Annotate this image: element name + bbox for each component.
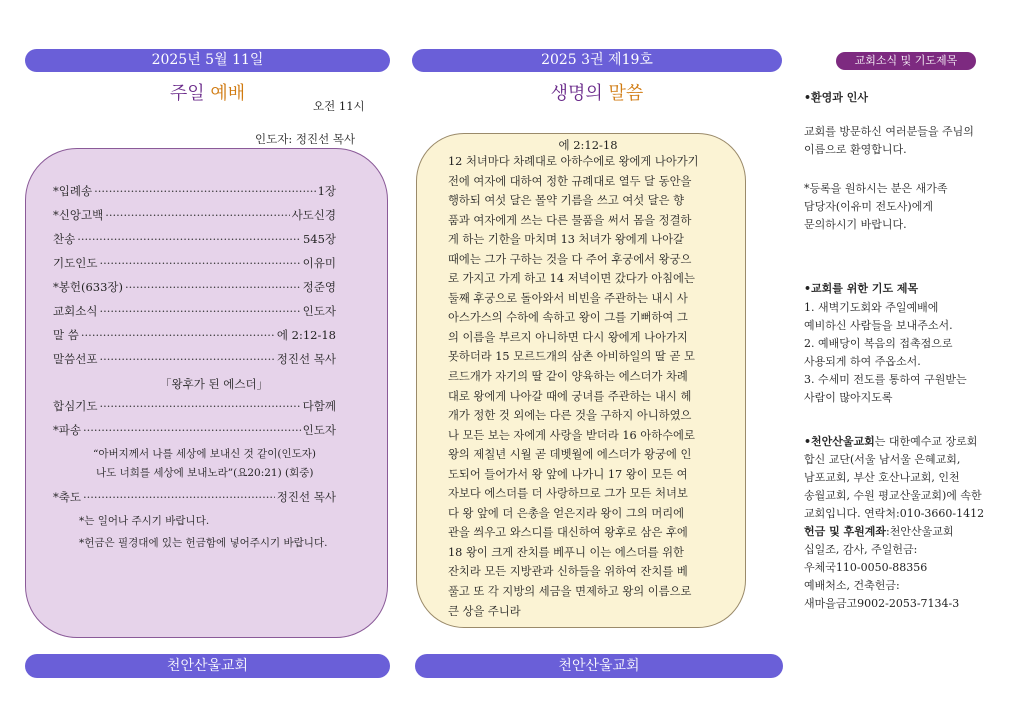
word-title [412, 79, 782, 105]
church-info-line: 교회입니다. 연락처:010-3660-1412 [804, 507, 985, 520]
scripture-line: 대로 왕에게 나아갈 때에 궁녀를 주관하는 내시 헤 [448, 389, 692, 403]
church-info-line: 송월교회, 수원 평교산울교회)에 속한 [804, 489, 982, 502]
order-value: 1장 [317, 184, 336, 198]
scripture-line: 나 모든 보는 자에게 사랑을 받더라 16 아하수에로 [448, 428, 695, 442]
order-row [53, 327, 336, 343]
scripture-line: 의 이름을 부르지 아니하면 다시 왕에게 나아가지 [448, 330, 688, 344]
church-info-lines [804, 451, 1014, 523]
prayer-line: 2. 예배당이 복음의 접촉점으로 [804, 337, 953, 350]
offering-line: 예배처소, 건축헌금: [804, 579, 900, 592]
offering-heading: 헌금 및 후원계좌 [804, 525, 887, 538]
leader-dots [99, 351, 274, 367]
scripture-line: 아스가스의 수하에 속하고 왕이 그를 기뻐하여 그 [448, 311, 688, 325]
leader-dots [94, 183, 315, 199]
benediction-row [53, 489, 336, 505]
scripture-line: 큰 상을 주니라 [448, 604, 521, 618]
sermon-title: 「왕후가 된 에스더」 [160, 377, 269, 391]
leader-dots [99, 303, 300, 319]
order-value: 인도자 [302, 423, 336, 437]
order-row [53, 255, 336, 271]
welcome-line: 이름으로 환영합니다. [804, 143, 907, 156]
scripture-line: 도되어 들어가서 왕 앞에 나가니 17 왕이 모든 여 [448, 467, 688, 481]
word-title-part1: 생명의 [550, 83, 609, 104]
scripture-line: 로 가지고 가게 하고 14 저녁이면 갔다가 아침에는 [448, 272, 695, 286]
order-value: 이유미 [302, 256, 336, 270]
order-label: 찬송 [53, 232, 76, 246]
offering-line: 새마을금고9002-2053-7134-3 [804, 597, 960, 610]
leader-dots [125, 279, 301, 295]
service-leader: 인도자: 정진선 목사 [255, 132, 356, 146]
order-label: 기도인도 [53, 256, 98, 270]
welcome-text [804, 123, 1014, 159]
scripture-line: 다 왕 앞에 더 은총을 얻은지라 왕이 그의 머리에 [448, 506, 685, 520]
church-info-line: 남포교회, 부산 호산나교회, 인천 [804, 471, 960, 484]
order-value: 545장 [302, 232, 336, 246]
issue-header [412, 49, 782, 72]
church-info [804, 433, 1014, 613]
date-header [25, 49, 390, 72]
scripture-line: 자보다 에스더를 더 사랑하므로 그가 모든 처녀보 [448, 487, 688, 501]
scripture-line: 게 하는 기한을 마치며 13 처녀가 왕에게 나아갈 [448, 233, 684, 247]
order-label: 말씀선포 [53, 352, 98, 366]
service-title-part2: 예배 [210, 83, 246, 104]
order-label: *봉헌(633장) [53, 280, 123, 294]
benediction-label: *축도 [53, 490, 81, 504]
order-row [53, 279, 336, 295]
church-info-line: 합신 교단(서울 남서울 은혜교회, [804, 453, 961, 466]
order-value: 에 2:12-18 [276, 328, 336, 342]
scripture-line: 풀고 또 각 지방의 세금을 면제하고 왕의 이름으로 [448, 585, 692, 599]
leader-dots [99, 398, 300, 414]
order-label: *파송 [53, 423, 81, 437]
scripture-line: 잔치라 모든 지방관과 신하들을 위하여 잔치를 베 [448, 565, 688, 579]
news-badge: 교회소식 및 기도제목 [836, 52, 976, 70]
leader-dots [105, 207, 289, 223]
leader-dots [83, 489, 275, 505]
service-time: 오전 11시 [313, 99, 365, 113]
prayer-line: 3. 수세미 전도를 통하여 구원받는 [804, 373, 967, 386]
scripture-line: 개가 정한 것 외에는 다른 것을 구하지 아니하였으 [448, 409, 692, 423]
benediction-value: 정진선 목사 [276, 490, 336, 504]
order-label: 합심기도 [53, 399, 98, 413]
welcome-line: 교회를 방문하신 여러분들을 주님의 [804, 125, 974, 138]
prayer-section [804, 280, 1014, 298]
scripture-line: 품과 여자에게 쓰는 다른 물품을 써서 몸을 정결하 [448, 213, 692, 227]
offering-line: 우체국110-0050-88356 [804, 561, 928, 574]
left-footer [25, 654, 390, 678]
offering-note: *헌금은 필경대에 있는 헌금함에 넣어주시기 바랍니다. [79, 537, 328, 549]
leader-dots [81, 327, 275, 343]
scripture-line: 르드개가 자기의 딸 같이 양육하는 에스더가 차례 [448, 370, 688, 384]
prayer-line: 사용되게 하여 주옵소서. [804, 355, 921, 368]
offering-heading-line [804, 523, 1014, 541]
order-row [53, 303, 336, 319]
service-title-part1: 주일 [169, 83, 211, 104]
scripture-line: 12 처녀마다 차례대로 아하수에로 왕에게 나아가기 [448, 155, 699, 168]
order-row [53, 183, 336, 199]
service-date: 2025년 5월 11일 [151, 52, 264, 68]
order-value: 다함께 [302, 399, 336, 413]
order-label: *입례송 [53, 184, 93, 198]
scripture-line: 18 왕이 크게 잔치를 베푸니 이는 에스더를 위한 [448, 545, 684, 559]
prayer-list [804, 299, 1014, 407]
issue-number: 2025 3권 제19호 [541, 52, 653, 68]
scripture-line: 둘째 후궁으로 돌아와서 비빈을 주관하는 내시 사 [448, 291, 688, 305]
prayer-line: 1. 새벽기도회와 주일예배에 [804, 301, 939, 314]
church-info-first-line [804, 433, 1014, 451]
scripture-line: 때에는 그가 구하는 것을 다 주어 후궁에서 왕궁으 [448, 252, 692, 266]
left-footer-text: 천안산울교회 [166, 658, 249, 674]
prayer-heading: •교회를 위한 기도 제목 [804, 282, 919, 295]
scripture-line: 행하되 여섯 달은 몰약 기름을 쓰고 여섯 달은 향 [448, 194, 685, 208]
welcome-heading: •환영과 인사 [804, 91, 868, 104]
offering-account-name: :천안산울교회 [886, 525, 954, 538]
order-value: 사도신경 [291, 208, 336, 222]
leader-dots [77, 231, 301, 247]
word-title-part2: 말씀 [608, 83, 644, 104]
middle-footer [415, 654, 783, 678]
leader-dots [83, 422, 301, 438]
scripture-line: 못하더라 15 모르드개의 삼촌 아비하일의 딸 곧 모 [448, 350, 695, 364]
prayer-line: 사람이 많아지도록 [804, 391, 893, 404]
order-row [53, 422, 336, 438]
scripture-reference: 에 2:12-18 [558, 138, 618, 152]
order-label: *신앙고백 [53, 208, 104, 222]
church-denomination: 는 대한예수교 장로회 [874, 435, 978, 448]
register-line: 문의하시기 바랍니다. [804, 218, 907, 231]
order-row [53, 398, 336, 414]
register-line: *등록을 원하시는 분은 새가족 [804, 182, 948, 195]
register-line: 담당자(이유미 전도사)에게 [804, 200, 933, 213]
scripture-line: 왕의 제칠년 시월 곧 데벳월에 에스더가 왕궁에 인 [448, 448, 692, 462]
church-name: •천안산울교회 [804, 435, 875, 448]
order-label: 교회소식 [53, 304, 98, 318]
order-row [53, 231, 336, 247]
register-text [804, 180, 1014, 234]
scripture-line: 전에 여자에 대하여 정한 규례대로 열두 달 동안을 [448, 174, 692, 188]
prayer-line: 예비하신 사람들을 보내주소서. [804, 319, 953, 332]
order-value: 정준영 [302, 280, 336, 294]
offering-line: 십일조, 감사, 주일헌금: [804, 543, 918, 556]
standing-note: *는 일어나 주시기 바랍니다. [79, 515, 210, 527]
order-row [53, 351, 336, 367]
order-label: 말 씀 [53, 328, 79, 342]
sending-line-1: “아버지께서 나를 세상에 보내신 것 같이(인도자) [93, 448, 316, 460]
order-value: 정진선 목사 [276, 352, 336, 366]
sending-line-2: 나도 너희를 세상에 보내노라”(요20:21) (회중) [96, 467, 314, 479]
order-row [53, 207, 336, 223]
leader-dots [99, 255, 300, 271]
offering-lines [804, 541, 1014, 613]
middle-footer-text: 천안산울교회 [558, 658, 640, 674]
order-value: 인도자 [302, 304, 336, 318]
scripture-line: 관을 씌우고 와스디를 대신하여 왕후로 삼은 후에 [448, 526, 688, 540]
welcome-section [804, 89, 1014, 107]
scripture-text [448, 152, 720, 621]
